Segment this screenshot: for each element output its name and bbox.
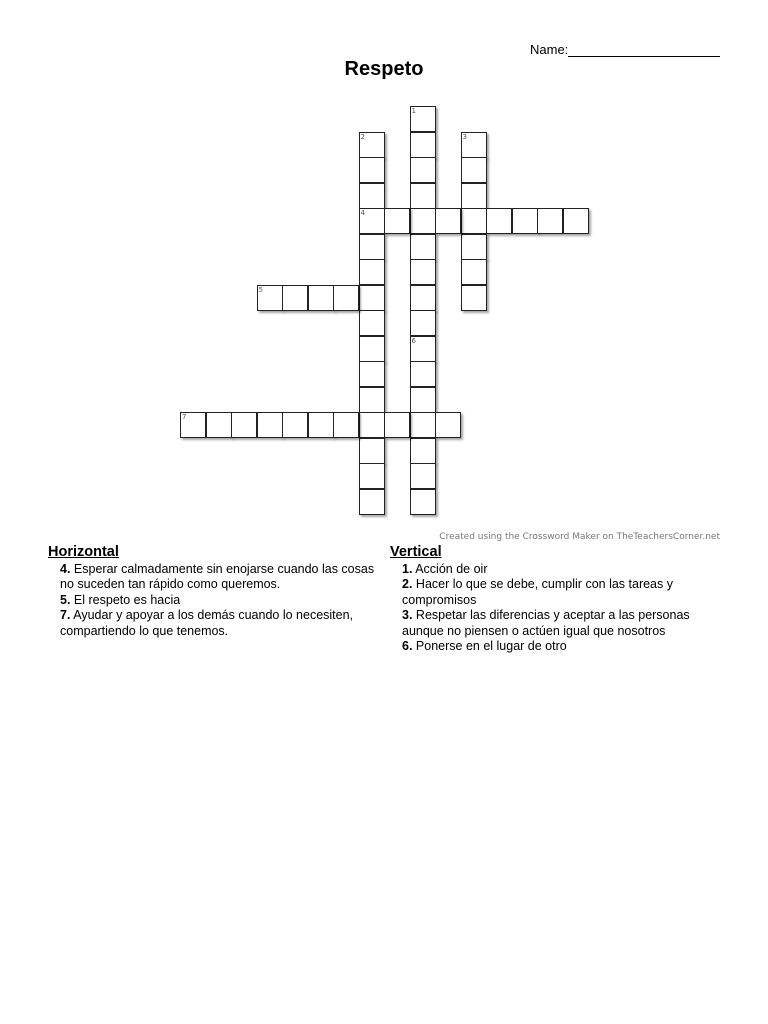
- crossword-cell[interactable]: [410, 336, 436, 362]
- crossword-cell[interactable]: [461, 259, 487, 285]
- clue-text: Ayudar y apoyar a los demás cuando lo necesiten, compartiendo lo que tenemos.: [60, 608, 354, 638]
- name-label: Name:: [530, 42, 569, 57]
- crossword-cell[interactable]: [563, 208, 589, 234]
- clue-number: 7.: [60, 608, 71, 622]
- clue-text: Ponerse en el lugar de otro: [412, 639, 567, 653]
- crossword-cell[interactable]: [359, 208, 385, 234]
- crossword-cell[interactable]: [435, 208, 461, 234]
- crossword-cell[interactable]: [308, 285, 334, 311]
- crossword-cell[interactable]: [435, 412, 461, 438]
- clue-text: Hacer lo que se debe, cumplir con las tareas y compromisos: [402, 577, 673, 607]
- crossword-cell[interactable]: [410, 412, 436, 438]
- horizontal-clues: [48, 545, 378, 639]
- crossword-cell[interactable]: [410, 310, 436, 336]
- clue-item: [390, 562, 720, 578]
- clue-item: [48, 608, 378, 639]
- crossword-cell[interactable]: [359, 438, 385, 464]
- clue-item: [390, 639, 720, 655]
- clue-item: [48, 562, 378, 593]
- clue-number: 5.: [60, 592, 71, 607]
- vertical-clues: [390, 545, 720, 655]
- crossword-cell[interactable]: [384, 208, 410, 234]
- crossword-cell[interactable]: [231, 412, 257, 438]
- crossword-cell[interactable]: [410, 489, 436, 515]
- crossword-cell[interactable]: [461, 183, 487, 209]
- clue-number: 3.: [402, 608, 413, 622]
- crossword-cell[interactable]: [461, 157, 487, 183]
- cell-number: 2: [360, 132, 365, 141]
- crossword-cell[interactable]: [384, 412, 410, 438]
- crossword-cell[interactable]: [359, 387, 385, 413]
- crossword-cell[interactable]: [359, 412, 385, 438]
- clue-text: El respeto es hacia: [70, 592, 181, 607]
- crossword-cell[interactable]: [410, 438, 436, 464]
- cell-number: 3: [462, 132, 467, 141]
- page-title: Respeto: [344, 58, 424, 80]
- crossword-cell[interactable]: [359, 489, 385, 515]
- clue-item: [390, 577, 720, 608]
- credit-text: Created using the Crossword Maker on TheTeachersCorner.net: [439, 532, 720, 542]
- clue-number: 2.: [402, 577, 413, 591]
- crossword-cell[interactable]: [359, 183, 385, 209]
- cell-number: 6: [411, 336, 416, 345]
- crossword-cell[interactable]: [308, 412, 334, 438]
- crossword-cell[interactable]: [512, 208, 538, 234]
- clue-text: Respetar las diferencias y aceptar a las personas aunque no piensen o actúen igual que nosotros: [402, 608, 690, 638]
- crossword-cell[interactable]: [410, 157, 436, 183]
- clue-text: Esperar calmadamente sin enojarse cuando las cosas no suceden tan rápido como queremos.: [60, 561, 375, 591]
- cell-number: 5: [258, 285, 263, 294]
- cell-number: 1: [411, 107, 416, 115]
- crossword-cell[interactable]: [359, 259, 385, 285]
- crossword-cell[interactable]: [282, 412, 308, 438]
- crossword-cell[interactable]: [461, 234, 487, 260]
- crossword-cell[interactable]: [359, 234, 385, 260]
- crossword-cell[interactable]: [486, 208, 512, 234]
- cell-number: 7: [182, 413, 187, 421]
- crossword-cell[interactable]: [257, 285, 283, 311]
- crossword-cell[interactable]: [461, 208, 487, 234]
- clue-number: 4.: [60, 561, 71, 576]
- crossword-cell[interactable]: [359, 361, 385, 387]
- crossword-cell[interactable]: [410, 183, 436, 209]
- crossword-cell[interactable]: [461, 132, 487, 158]
- crossword-cell[interactable]: [359, 310, 385, 336]
- crossword-cell[interactable]: [333, 412, 359, 438]
- crossword-cell[interactable]: [410, 259, 436, 285]
- clue-text: Acción de oir: [412, 561, 488, 576]
- vertical-heading: Vertical: [390, 544, 442, 560]
- crossword-cell[interactable]: [537, 208, 563, 234]
- clue-item: [390, 608, 720, 639]
- horizontal-heading: Horizontal: [48, 544, 119, 560]
- crossword-cell[interactable]: [410, 361, 436, 387]
- crossword-cell[interactable]: [359, 285, 385, 311]
- crossword-cell[interactable]: [410, 285, 436, 311]
- crossword-cell[interactable]: [359, 336, 385, 362]
- crossword-cell[interactable]: [359, 132, 385, 158]
- clue-number: 6.: [402, 639, 413, 653]
- crossword-cell[interactable]: [180, 412, 206, 438]
- crossword-cell[interactable]: [410, 132, 436, 158]
- crossword-cell[interactable]: [359, 157, 385, 183]
- crossword-cell[interactable]: [410, 208, 436, 234]
- crossword-cell[interactable]: [410, 234, 436, 260]
- crossword-cell[interactable]: [257, 412, 283, 438]
- cell-number: 4: [360, 209, 365, 217]
- clue-item: [48, 593, 378, 609]
- crossword-cell[interactable]: [282, 285, 308, 311]
- crossword-cell[interactable]: [461, 285, 487, 311]
- crossword-cell[interactable]: [359, 463, 385, 489]
- crossword-cell[interactable]: [410, 106, 436, 132]
- crossword-cell[interactable]: [410, 387, 436, 413]
- crossword-cell[interactable]: [410, 463, 436, 489]
- crossword-cell[interactable]: [333, 285, 359, 311]
- clue-number: 1.: [402, 561, 413, 576]
- crossword-cell[interactable]: [206, 412, 232, 438]
